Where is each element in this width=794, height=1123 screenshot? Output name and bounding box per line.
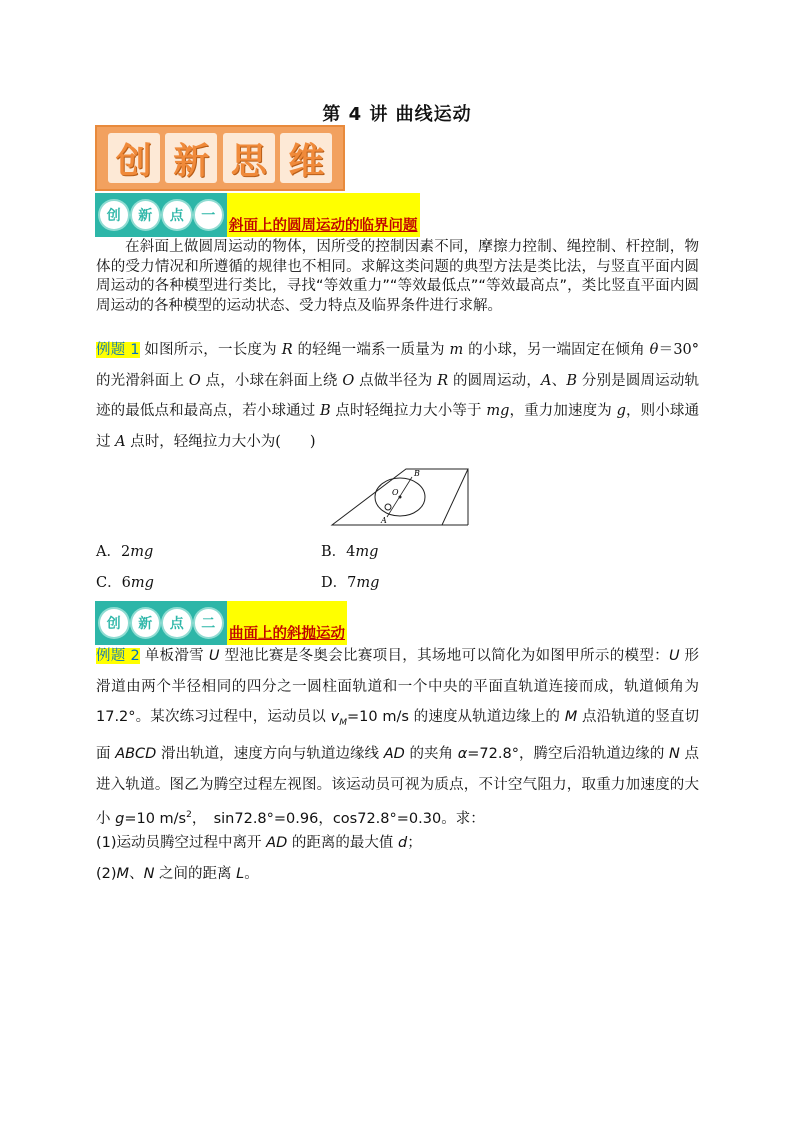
- text: ，则小球通过: [96, 403, 700, 450]
- var-O: O: [342, 372, 355, 389]
- var-O: O: [188, 372, 201, 389]
- option-a[interactable]: [96, 540, 153, 561]
- text: 点做半径为: [354, 372, 438, 389]
- var-N: N: [669, 746, 680, 762]
- badge-char: 二: [193, 607, 225, 639]
- option-value: 2: [120, 544, 131, 560]
- var-g: g: [115, 811, 125, 828]
- text: 形滑道由两个半径相同的四分之一圆柱面轨道和一个中央的平面直轨道连接而成，轨道倾角为 17.2°。某次练习过程中，运动员以: [96, 648, 700, 726]
- text: 的轻绳一端系一质量为: [292, 342, 450, 358]
- var-A: A: [115, 433, 126, 450]
- example2-label: 例题 2: [96, 648, 140, 664]
- ball: [385, 504, 391, 510]
- var-d: d: [397, 835, 408, 851]
- var-alpha: α: [457, 746, 468, 762]
- var-AD: AD: [383, 746, 405, 762]
- var-M: M: [564, 709, 578, 726]
- center-point: [399, 496, 402, 499]
- innovation-thinking-banner: [95, 125, 345, 191]
- text: 点沿轨道的竖直切面: [96, 709, 699, 762]
- text: ；: [407, 835, 422, 851]
- text: 型池比赛是冬奥会比赛项目，其场地可以简化为如图甲所示的模型：: [219, 648, 669, 664]
- text: 的小球，另一端固定在倾角: [463, 342, 650, 358]
- option-unit: mg: [355, 544, 379, 560]
- option-value: 7: [347, 575, 357, 591]
- text: 之间的距离: [154, 866, 237, 882]
- section2-heading: [95, 601, 347, 645]
- label-B: B: [414, 469, 420, 478]
- var-g: g: [616, 403, 626, 419]
- question-1: [96, 828, 699, 859]
- text: (2): [96, 866, 117, 882]
- var-B: B: [566, 372, 577, 389]
- var-N: N: [143, 866, 155, 882]
- page-title: 第 4 讲 曲线运动: [322, 104, 472, 125]
- text: 点时，轻绳拉力大小为( ): [125, 433, 316, 450]
- var-R: R: [281, 342, 293, 358]
- banner-char: 维: [280, 133, 332, 183]
- text: 滑出轨道，速度方向与轨道边缘线: [156, 746, 384, 762]
- text: ＝30°的光滑斜面上: [96, 342, 700, 389]
- badge-char: 创: [98, 199, 130, 231]
- var-B: B: [320, 403, 331, 419]
- option-unit: mg: [130, 575, 154, 591]
- label-A: A: [381, 516, 387, 525]
- section2-title: 曲面上的斜抛运动: [227, 601, 347, 645]
- var-A: A: [541, 372, 552, 389]
- var-U: U: [668, 648, 680, 664]
- section1-title: 斜面上的圆周运动的临界问题: [227, 193, 420, 237]
- text: 的距离的最大值: [287, 835, 398, 851]
- option-value: 4: [346, 544, 356, 560]
- text: 、: [129, 866, 144, 882]
- badge-char: 新: [130, 199, 162, 231]
- badge-char: 创: [98, 607, 130, 639]
- badge-char: 一: [193, 199, 225, 231]
- text: (1)运动员腾空过程中离开: [96, 835, 267, 851]
- text: ， sin72.8°=0.96，cos72.8°=0.30。求：: [191, 811, 485, 828]
- option-b[interactable]: [321, 540, 378, 561]
- option-letter: B．: [321, 544, 347, 560]
- example2-text: [96, 641, 699, 835]
- badge-char: 新: [130, 607, 162, 639]
- var-mg: mg: [486, 403, 510, 419]
- var-M: M: [116, 866, 130, 882]
- banner-char: 思: [223, 133, 275, 183]
- example1-text: [96, 335, 699, 457]
- innovation-point-two-badge: [95, 601, 227, 645]
- section1-heading: [95, 193, 420, 237]
- option-letter: D．: [321, 575, 348, 591]
- var-theta: θ: [649, 342, 659, 358]
- example1-label: 例题 1: [96, 342, 140, 358]
- text: 、: [551, 372, 567, 389]
- banner-char: 新: [165, 133, 217, 183]
- var-ABCD: ABCD: [115, 746, 157, 762]
- section1-intro: 在斜面上做圆周运动的物体，因所受的控制因素不同，摩擦力控制、绳控制、杆控制，物体的受力情况和所遵循的规律也不相同。求解这类问题的典型方法是类比法，与竖直平面内圆周运动的各种模型进行类比，寻找“等效重力”“等效最低点”“等效最高点”，类比竖直平面内圆周运动的各种模型的运动状态、受力特点及临界条件进行求解。: [96, 239, 699, 314]
- var-M-sub: M: [339, 718, 348, 729]
- badge-char: 点: [161, 199, 193, 231]
- innovation-point-one-badge: [95, 193, 227, 237]
- text: =10 m/s 的速度从轨道边缘上的: [347, 709, 565, 726]
- text: 的圆周运动，: [448, 372, 541, 389]
- label-O: O: [392, 488, 399, 497]
- option-value: 6: [121, 575, 131, 591]
- option-letter: C．: [96, 575, 122, 591]
- text: 点时轻绳拉力大小等于: [330, 403, 487, 419]
- text: 单板滑雪: [139, 648, 209, 664]
- badge-char: 点: [161, 607, 193, 639]
- option-c[interactable]: [96, 571, 154, 592]
- option-unit: mg: [130, 544, 154, 560]
- inclined-plane-figure: [330, 465, 470, 527]
- text: 分别是圆周运动轨迹的最低点和最高点，若小球通过: [96, 372, 700, 419]
- var-v: v: [330, 709, 340, 726]
- option-unit: mg: [356, 575, 380, 591]
- text: 点进入轨道。图乙为腾空过程左视图。该运动员可视为质点，不计空气阻力，取重力加速度的大小: [96, 746, 700, 828]
- text: 。: [244, 866, 259, 882]
- text: 的夹角: [404, 746, 458, 762]
- var-m: m: [449, 342, 464, 358]
- superscript: 2: [186, 810, 192, 821]
- text: ，重力加速度为: [509, 403, 617, 419]
- var-R: R: [437, 372, 449, 389]
- var-AD: AD: [266, 835, 288, 851]
- text: =10 m/s: [124, 811, 187, 828]
- option-d[interactable]: [321, 571, 379, 592]
- text: 点，小球在斜面上绕: [200, 372, 343, 389]
- var-L: L: [236, 866, 245, 882]
- question-2: [96, 859, 699, 890]
- var-U: U: [208, 648, 220, 664]
- option-letter: A．: [96, 544, 121, 560]
- text: 如图所示，一长度为: [139, 342, 282, 358]
- text: =72.8°，腾空后沿轨道边缘的: [467, 746, 669, 762]
- banner-char: 创: [108, 133, 160, 183]
